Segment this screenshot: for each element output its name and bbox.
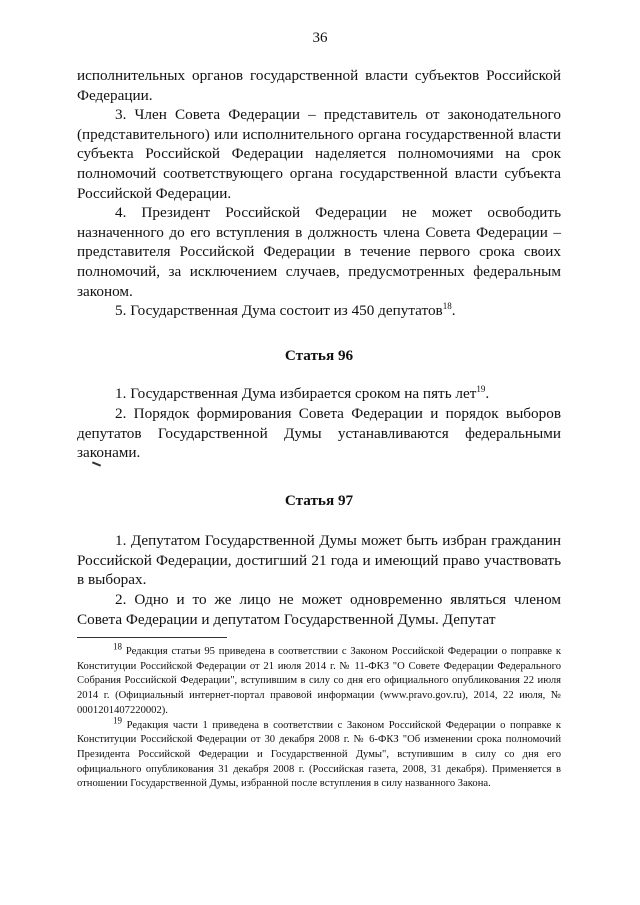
- footnote-18-marker: 18: [113, 641, 122, 652]
- main-text: [77, 66, 561, 629]
- article-96-part-1-end: .: [485, 385, 490, 403]
- article-96-part-1-text: 1. Государственная Дума избирается сроком на пять лет: [115, 385, 477, 403]
- footnote-19: [77, 714, 561, 793]
- article-97-part-1: 1. Депутатом Государственной Думы может быть избран гражданин Российской Федерации, достигший 21 года и имеющий право участвовать в выборах.: [77, 532, 561, 589]
- footnote-ref-19[interactable]: 19: [476, 384, 486, 395]
- article-97-heading: Статья 97: [284, 491, 354, 509]
- footnote-ref-18[interactable]: 18: [442, 301, 452, 312]
- paragraph-part-4: 4. Президент Российской Федерации не может освободить назначенного до его вступления в должность члена Совета Федерации – представителя Российской Федерации в течение первого срока своих полномочий, за исключением случаев, предусмотренных федеральным законом.: [77, 204, 561, 300]
- article-96-part-1: [77, 384, 561, 404]
- footnote-separator: [77, 637, 227, 638]
- paragraph-part-5: [77, 301, 561, 321]
- page-number: 36: [312, 30, 328, 46]
- footnote-18: [77, 641, 561, 719]
- article-96-part-2: 2. Порядок формирования Совета Федерации и порядок выборов депутатов Государственной Думы устанавливаются федеральными законами.: [77, 404, 561, 462]
- footnote-19-marker: 19: [113, 714, 122, 725]
- footnote-18-text: Редакция статьи 95 приведена в соответствии с Законом Российской Федерации о поправке к Конституции Российской Федерации от 21 июля 2014 г. № 11-ФКЗ "О Совете Федерации Федерального Собрания Российской Федерации", вступившим в силу со дня его официального опубликования 22 июля 2014 г. (Официальный интернет-портал правовой информации (www.pravo.gov.ru), 2014, 22 июля, № 0001201407220002).: [77, 646, 561, 716]
- paragraph-continuation: исполнительных органов государственной власти субъектов Российской Федерации.: [77, 67, 561, 104]
- paragraph-part-3: 3. Член Совета Федерации – представитель от законодательного (представительного) или исполнительного органа государственной власти субъекта Российской Федерации наделяется полномочиями на срок полномочий соответствующего органа государственной власти субъекта Российской Федерации.: [77, 106, 561, 202]
- paragraph-part-5-end: .: [451, 302, 456, 320]
- article-97-part-2: 2. Одно и то же лицо не может одновременно являться членом Совета Федерации и депутатом Государственной Думы. Депутат: [77, 591, 561, 628]
- footnotes: [77, 641, 561, 792]
- article-96-heading: Статья 96: [284, 346, 354, 364]
- paragraph-part-5-text: 5. Государственная Дума состоит из 450 депутатов: [115, 302, 443, 320]
- footnote-19-text: Редакция части 1 приведена в соответствии с Законом Российской Федерации о поправке к Конституции Российской Федерации от 30 декабря 2008 г. № 6-ФКЗ "Об изменении срока полномочий Президента Российской Федерации и Государственной Думы", вступившим в силу со дня его официального опубликования 31 декабря 2008 г. (Российская газета, 2008, 31 декабря). Применяется в отношении Государственной Думы, избранной после вступления в силу названного Закона.: [77, 719, 561, 790]
